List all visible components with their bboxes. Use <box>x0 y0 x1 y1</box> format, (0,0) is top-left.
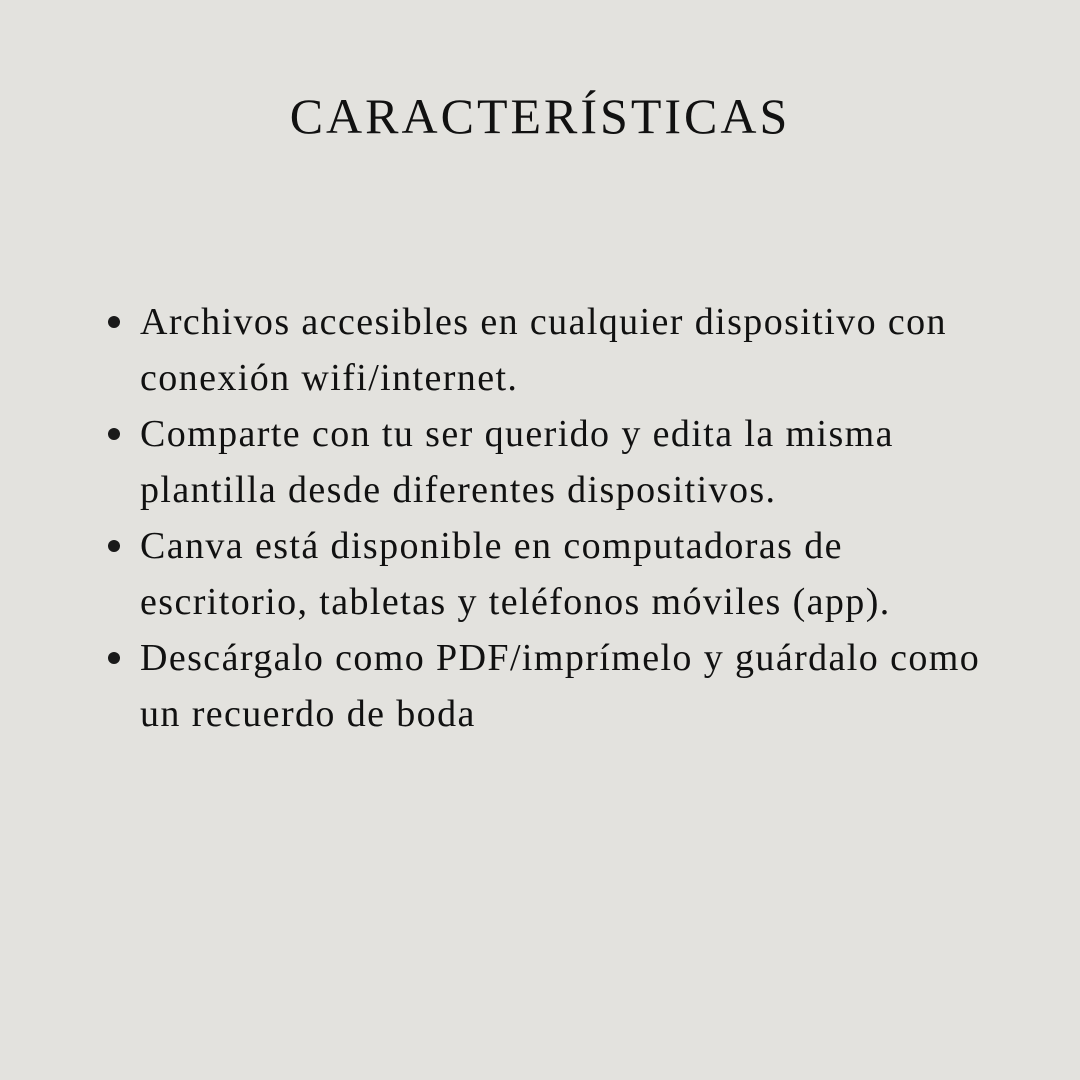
features-list <box>100 294 1020 742</box>
feature-item-download-print <box>100 630 1020 742</box>
feature-item-accessible-files <box>100 294 1020 406</box>
feature-text: Archivos accesibles en cualquier dispositivo con conexión wifi/internet. <box>140 301 947 399</box>
feature-item-share-edit <box>100 406 1020 518</box>
feature-item-canva-availability <box>100 518 1020 630</box>
bullet-icon <box>108 428 120 440</box>
bullet-icon <box>108 316 120 328</box>
page-title: CARACTERÍSTICAS <box>289 88 791 144</box>
feature-text: Canva está disponible en computadoras de escritorio, tabletas y teléfonos móviles (app). <box>140 525 891 623</box>
feature-text: Descárgalo como PDF/imprímelo y guárdalo como un recuerdo de boda <box>140 637 981 735</box>
feature-text: Comparte con tu ser querido y edita la misma plantilla desde diferentes dispositivos. <box>140 413 894 511</box>
bullet-icon <box>108 540 120 552</box>
bullet-icon <box>108 652 120 664</box>
